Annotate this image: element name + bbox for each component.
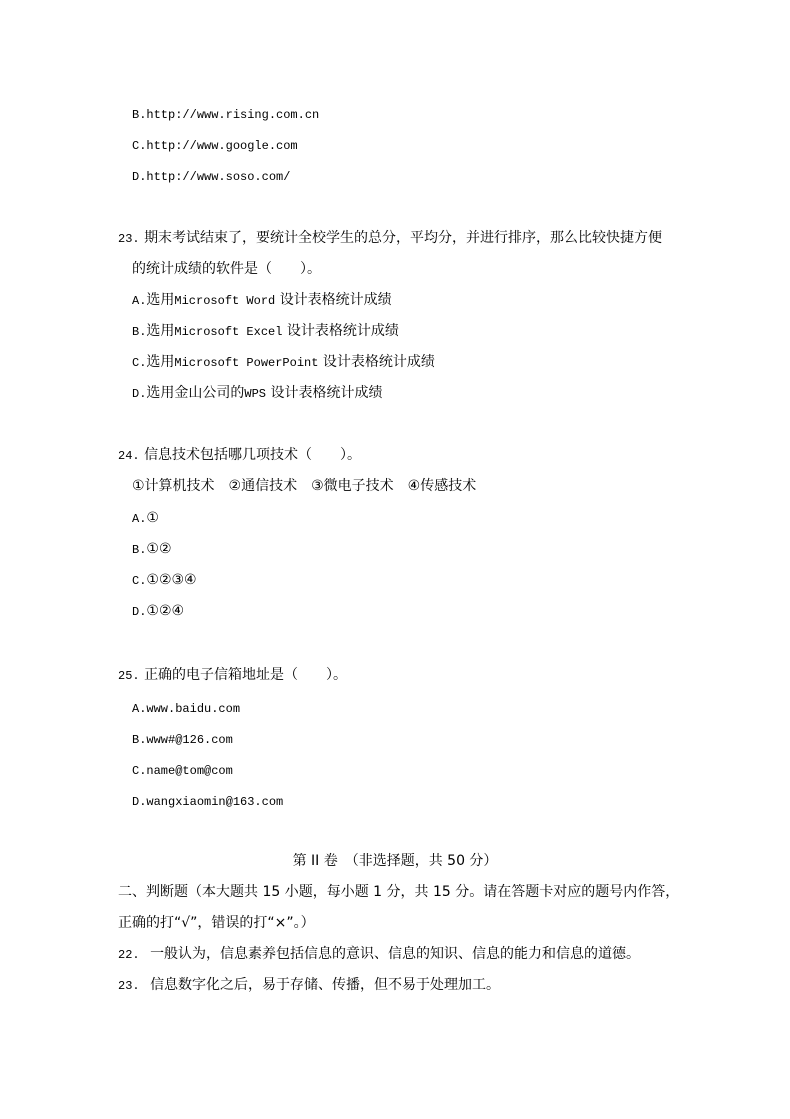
option-label: D. [132,387,147,401]
q25-option-c [132,762,233,780]
q24-items-line: ①计算机技术 ②通信技术 ③微电子技术 ④传感技术 [132,478,477,494]
q25-option-d [132,793,283,811]
option-text: ① [146,510,159,526]
statement-23 [118,976,500,995]
q23-option-d: D.选用金山公司的WPS 设计表格统计成绩 [132,385,383,401]
question-number: 25. [118,669,140,683]
statement-number: 22. [118,948,140,962]
statement-22 [118,945,640,964]
q25-option-a [132,700,240,718]
option-label: C. [132,139,147,153]
q23-option-c: C.选用Microsoft PowerPoint 设计表格统计成绩 [132,354,435,370]
option-text: ①②③④ [146,572,197,588]
q23-option-b: B.选用Microsoft Excel 设计表格统计成绩 [132,323,399,339]
option-label: C. [132,574,147,588]
q22-option-d [132,168,290,186]
statement-text: 信息数字化之后，易于存储、传播，但不易于处理加工。 [150,977,501,993]
option-label: A. [132,294,147,308]
option-label: B. [132,733,147,747]
q25-stem [118,666,347,685]
option-label: A. [132,702,147,716]
q22-option-c [132,137,298,155]
option-label: D. [132,605,147,619]
option-label: D. [132,795,147,809]
option-label: B. [132,325,147,339]
question-number: 24. [118,449,140,463]
option-label: C. [132,356,147,370]
statement-number: 23. [118,979,140,993]
question-text: 信息技术包括哪几项技术（ ）。 [144,447,362,463]
q24-option-d [132,602,184,621]
q24-option-c [132,571,197,590]
option-text: http://www.rising.com.cn [146,108,320,122]
option-text: ①② [146,541,172,557]
option-text: http://www.google.com [146,139,298,153]
section-instructions-line2: 正确的打“√”，错误的打“×”。） [118,915,315,931]
q25-option-b [132,731,233,749]
option-text: name@tom@com [146,764,233,778]
question-number: 23. [118,232,140,246]
option-text: wangxiaomin@163.com [146,795,284,809]
option-label: C. [132,764,147,778]
question-text: 期末考试结束了，要统计全校学生的总分，平均分，并进行排序，那么比较快捷方便 [144,230,663,246]
q24-stem [118,446,361,465]
question-text: 正确的电子信箱地址是（ ）。 [144,667,348,683]
option-label: B. [132,543,147,557]
q24-option-b [132,540,172,559]
statement-text: 一般认为，信息素养包括信息的意识、信息的知识、信息的能力和信息的道德。 [150,946,641,962]
option-text: ①②④ [146,603,185,619]
option-label: B. [132,108,147,122]
q23-stem-line1 [118,229,662,248]
q24-option-a [132,509,159,528]
section-instructions-line1: 二、判断题（本大题共 15 小题，每小题 1 分，共 15 分。请在答题卡对应的题号内作答， [118,884,680,900]
section-heading: 第 II 卷 （非选择题，共 50 分） [292,853,498,869]
option-text: www#@126.com [146,733,233,747]
q23-stem-line2: 的统计成绩的软件是（ ）。 [132,261,321,277]
option-label: A. [132,512,147,526]
option-label: D. [132,170,147,184]
q23-option-a: A.选用Microsoft Word 设计表格统计成绩 [132,292,392,308]
option-text: http://www.soso.com/ [146,170,291,184]
option-text: www.baidu.com [146,702,241,716]
q22-option-b [132,106,319,124]
